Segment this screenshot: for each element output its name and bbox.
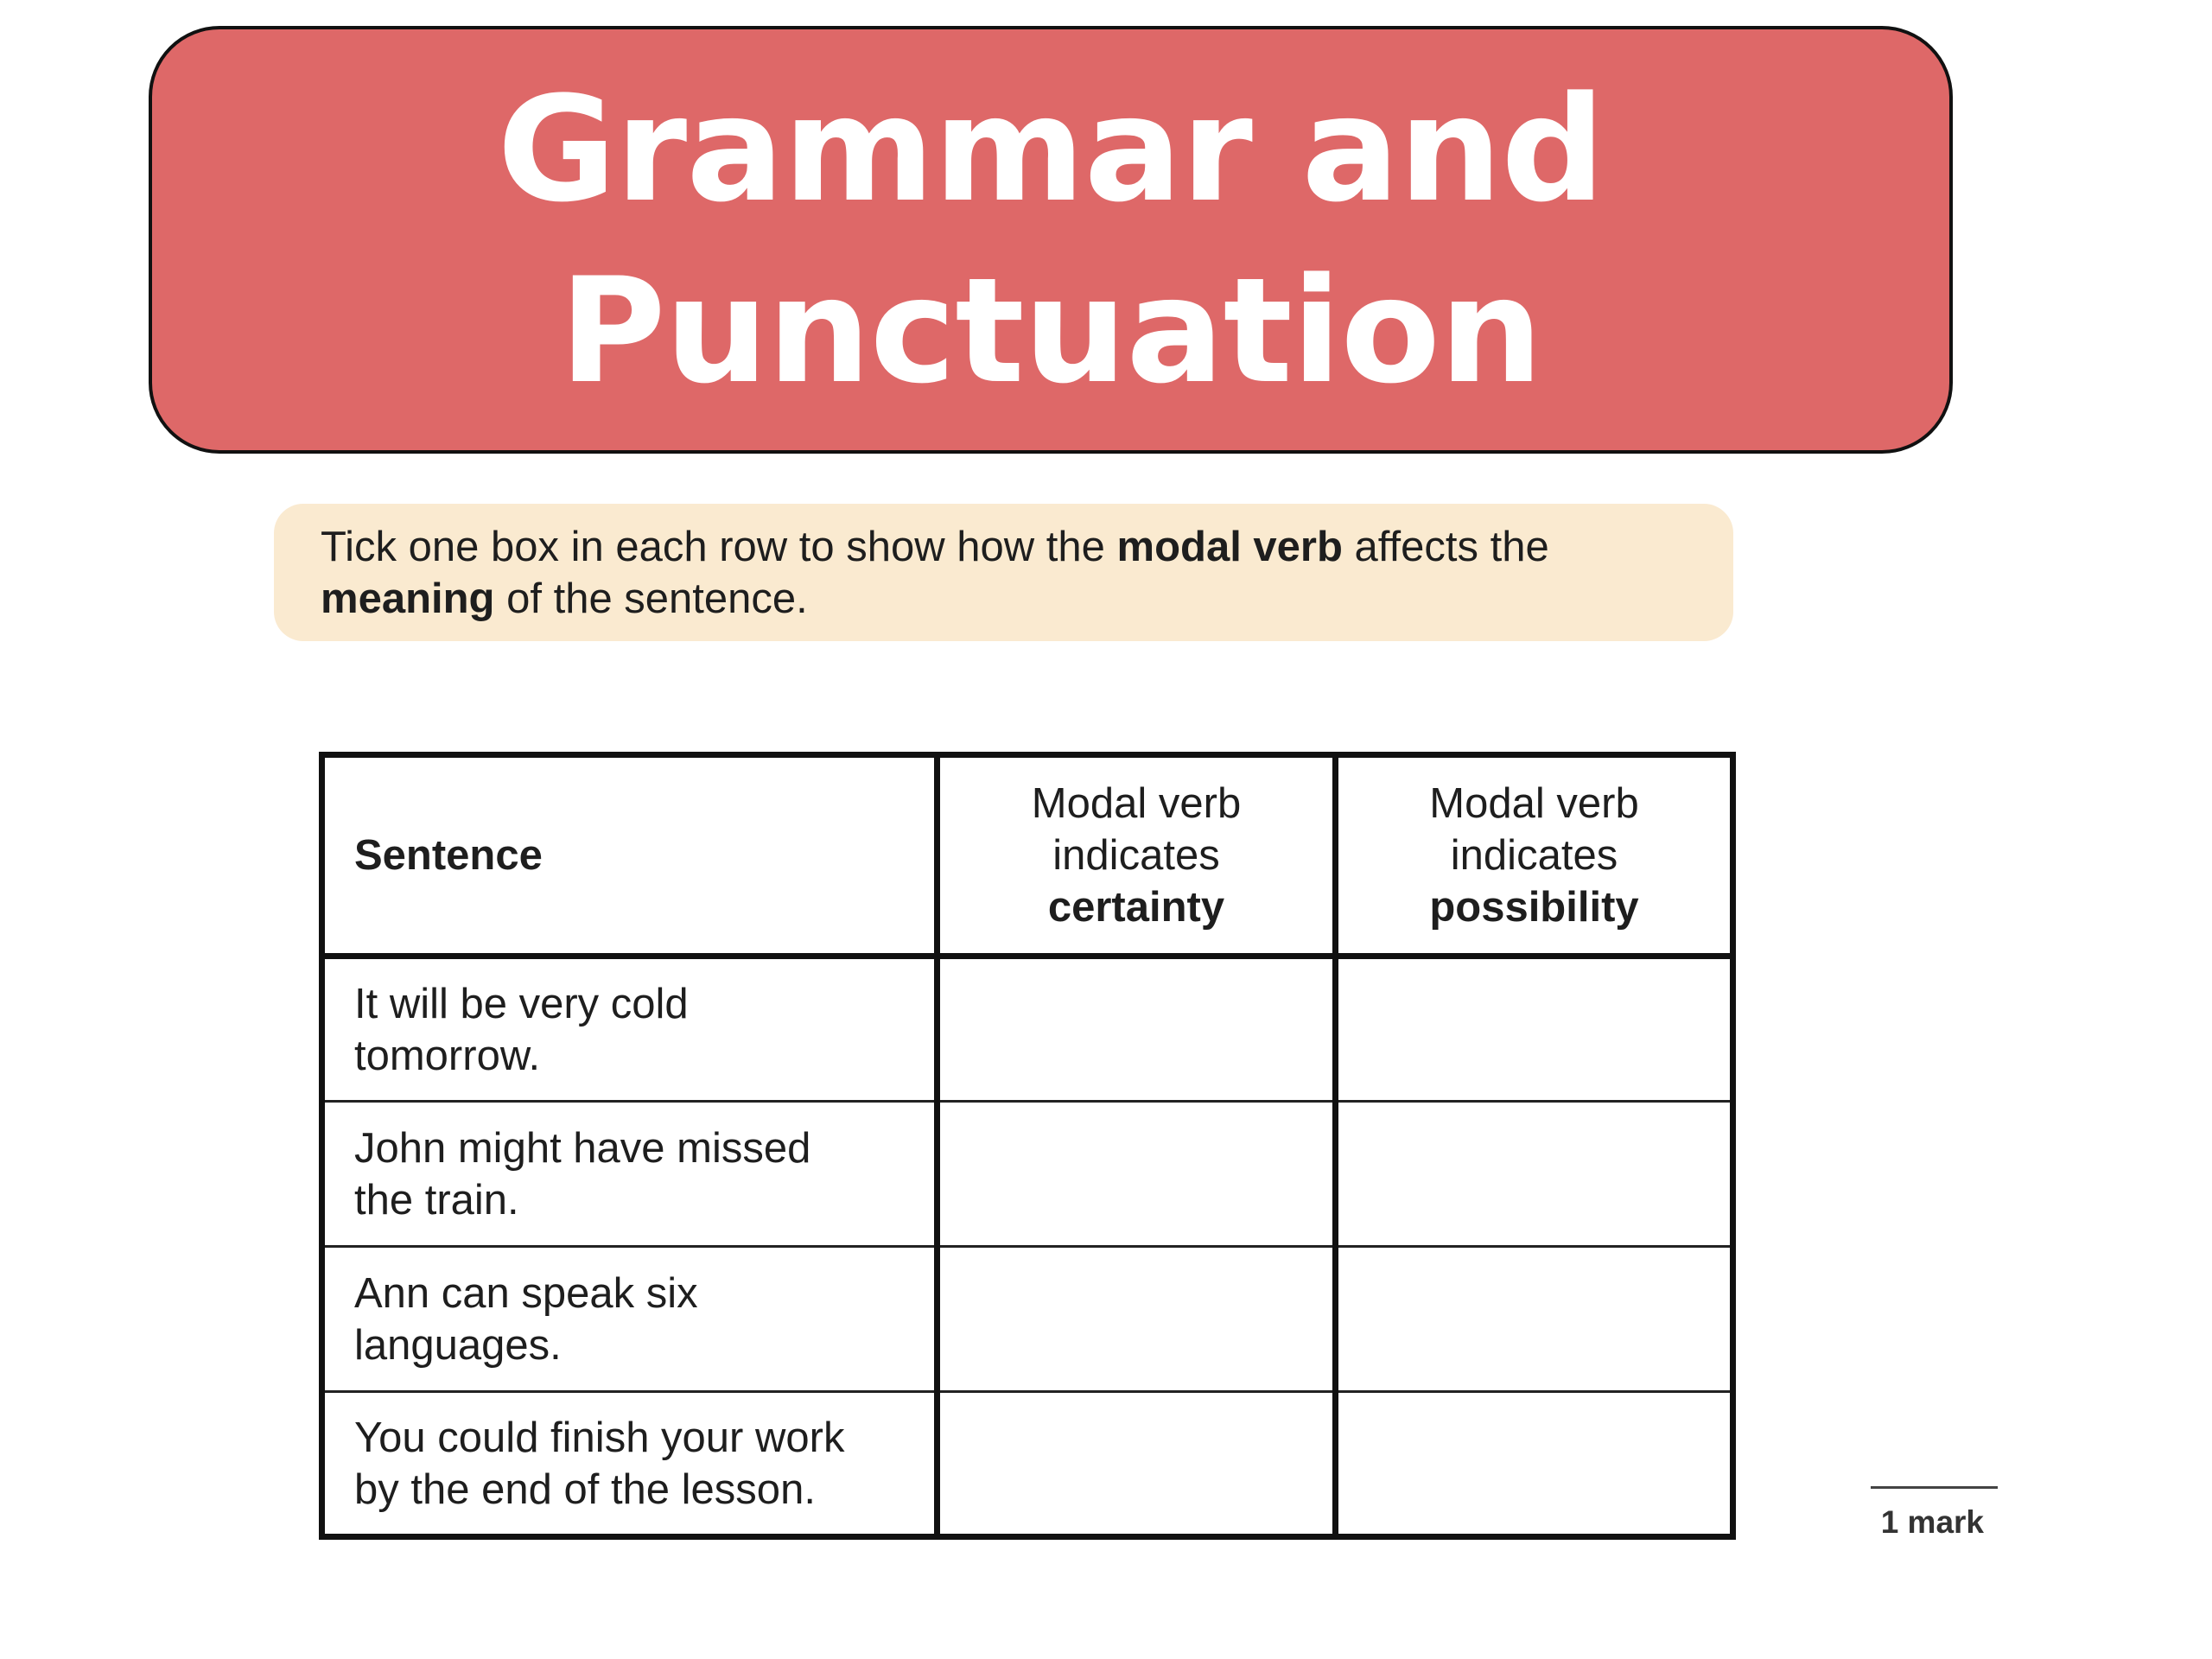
sentence-cell-2 bbox=[322, 1102, 938, 1247]
tick-box-certainty-4[interactable] bbox=[938, 1392, 1336, 1537]
table-row bbox=[322, 1247, 1733, 1392]
mark-area bbox=[1871, 1486, 1998, 1541]
instruction-bold-meaning: meaning bbox=[321, 575, 495, 622]
header-possibility-line-2: indicates bbox=[1450, 832, 1618, 879]
sentence-3-line-1: Ann can speak six bbox=[354, 1269, 698, 1317]
tick-box-certainty-2[interactable] bbox=[938, 1102, 1336, 1247]
sentence-3-line-2: languages. bbox=[354, 1321, 562, 1369]
sentence-4-line-2: by the end of the lesson. bbox=[354, 1465, 816, 1513]
header-certainty-line-1: Modal verb bbox=[1031, 780, 1242, 827]
sentence-cell-1 bbox=[322, 957, 938, 1102]
sentence-cell-4 bbox=[322, 1392, 938, 1537]
tick-box-possibility-3[interactable] bbox=[1336, 1247, 1733, 1392]
table-row bbox=[322, 957, 1733, 1102]
tick-box-possibility-1[interactable] bbox=[1336, 957, 1733, 1102]
header-certainty bbox=[938, 755, 1336, 957]
title-banner bbox=[149, 26, 1953, 454]
answer-table bbox=[319, 752, 1736, 1540]
table-row bbox=[322, 1392, 1733, 1537]
mark-rule bbox=[1871, 1486, 1998, 1489]
sentence-2-line-2: the train. bbox=[354, 1176, 519, 1224]
header-possibility bbox=[1336, 755, 1733, 957]
sentence-1-line-1: It will be very cold bbox=[354, 980, 689, 1027]
sentence-2-line-1: John might have missed bbox=[354, 1124, 811, 1172]
header-certainty-line-2: indicates bbox=[1052, 832, 1220, 879]
tick-box-possibility-4[interactable] bbox=[1336, 1392, 1733, 1537]
instruction-text-1: Tick one box in each row to show how the bbox=[321, 524, 1117, 570]
title-line-1: Grammar and bbox=[497, 64, 1605, 234]
mark-label: 1 mark bbox=[1880, 1504, 1984, 1540]
tick-box-certainty-3[interactable] bbox=[938, 1247, 1336, 1392]
tick-box-possibility-2[interactable] bbox=[1336, 1102, 1733, 1247]
header-possibility-line-1: Modal verb bbox=[1429, 780, 1639, 827]
title-line-2: Punctuation bbox=[559, 245, 1542, 416]
instruction-text-3: of the sentence. bbox=[494, 575, 808, 622]
header-certainty-line-3: certainty bbox=[1047, 884, 1225, 931]
sentence-cell-3 bbox=[322, 1247, 938, 1392]
header-possibility-line-3: possibility bbox=[1429, 884, 1639, 931]
sentence-1-line-2: tomorrow. bbox=[354, 1032, 541, 1079]
table-header-row bbox=[322, 755, 1733, 957]
instruction-box bbox=[274, 504, 1733, 641]
instruction-bold-modal-verb: modal verb bbox=[1116, 524, 1343, 570]
header-sentence: Sentence bbox=[322, 755, 938, 957]
sentence-4-line-1: You could finish your work bbox=[354, 1414, 845, 1461]
instruction-text-2: affects the bbox=[1342, 524, 1549, 570]
table-row bbox=[322, 1102, 1733, 1247]
tick-box-certainty-1[interactable] bbox=[938, 957, 1336, 1102]
